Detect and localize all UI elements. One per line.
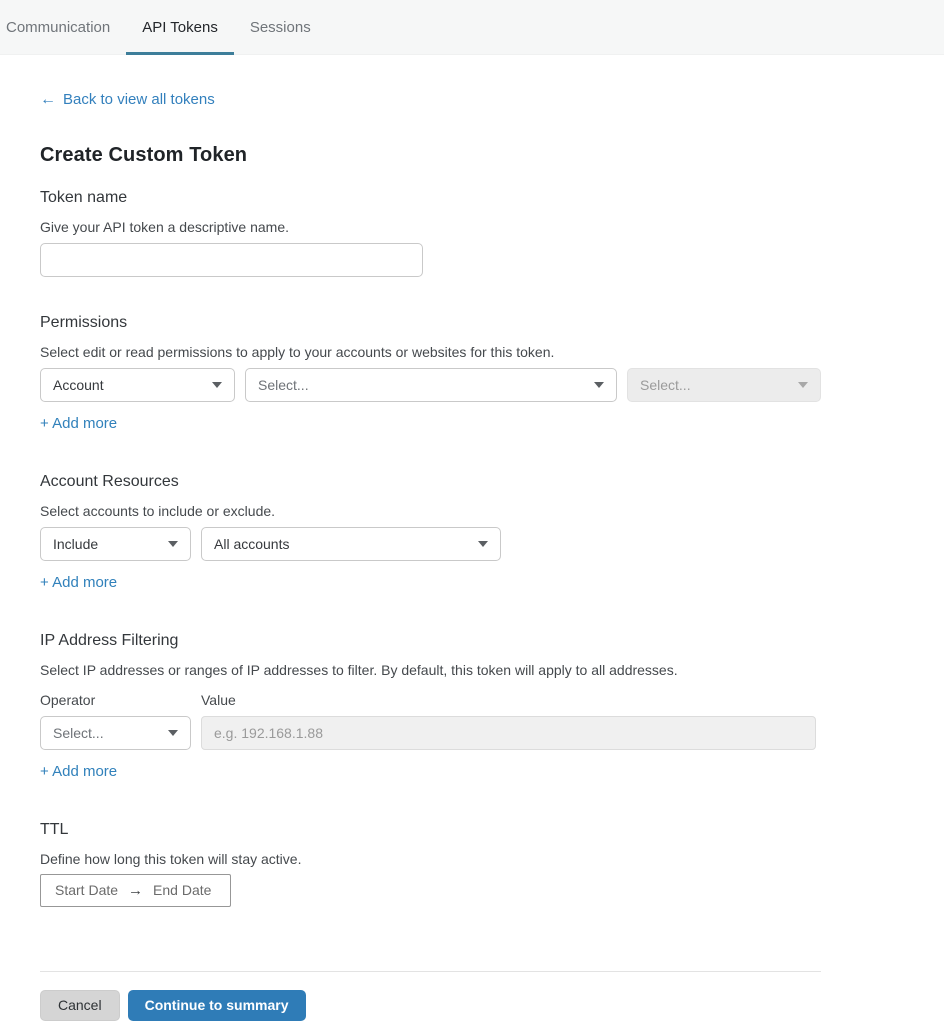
account-resources-description: Select accounts to include or exclude. <box>40 502 276 519</box>
tab-bar <box>0 0 944 55</box>
section-ttl <box>40 821 821 907</box>
account-mode-value: Include <box>53 535 99 552</box>
chevron-down-icon <box>168 730 178 736</box>
ttl-date-range-picker[interactable] <box>40 874 231 907</box>
token-name-description: Give your API token a descriptive name. <box>40 218 290 235</box>
ip-filtering-heading: IP Address Filtering <box>40 631 179 649</box>
token-name-heading: Token name <box>40 188 128 206</box>
tab-api-tokens[interactable]: API Tokens <box>126 0 234 54</box>
ip-operator-dropdown[interactable] <box>40 716 191 750</box>
operator-label: Operator <box>40 691 96 708</box>
ip-filtering-description: Select IP addresses or ranges of IP addresses to filter. By default, this token will apply to all addresses. <box>40 661 678 678</box>
chevron-down-icon <box>168 541 178 547</box>
token-name-input[interactable] <box>40 243 423 277</box>
permission-scope-dropdown[interactable] <box>40 368 235 402</box>
ip-value-input <box>201 716 816 750</box>
main-content <box>0 55 944 1021</box>
tab-communication[interactable]: Communication <box>6 18 111 36</box>
value-label: Value <box>201 691 236 708</box>
permission-group-dropdown[interactable] <box>245 368 617 402</box>
permissions-heading: Permissions <box>40 313 128 331</box>
permissions-add-more-link[interactable]: + Add more <box>40 414 118 432</box>
section-ip-filtering <box>40 632 821 781</box>
section-token-name <box>40 189 821 277</box>
ttl-heading: TTL <box>40 820 69 838</box>
tab-sessions[interactable]: Sessions <box>249 18 311 36</box>
chevron-down-icon <box>478 541 488 547</box>
back-arrow-icon: ← <box>40 90 56 108</box>
permissions-description: Select edit or read permissions to apply to your accounts or websites for this token. <box>40 343 555 360</box>
cancel-button[interactable]: Cancel <box>40 990 120 1021</box>
permission-scope-value: Account <box>53 376 104 393</box>
ttl-description: Define how long this token will stay active. <box>40 850 302 867</box>
page-title: Create Custom Token <box>40 143 248 166</box>
section-account-resources <box>40 473 821 592</box>
chevron-down-icon <box>212 382 222 388</box>
back-to-tokens-link[interactable] <box>40 91 215 108</box>
ip-filtering-add-more-link[interactable]: + Add more <box>40 762 118 780</box>
permission-level-placeholder: Select... <box>640 376 691 393</box>
footer-actions <box>40 990 821 1021</box>
chevron-down-icon <box>594 382 604 388</box>
back-link-label: Back to view all tokens <box>63 91 215 108</box>
permission-group-placeholder: Select... <box>258 376 309 393</box>
account-resources-heading: Account Resources <box>40 472 179 490</box>
section-permissions <box>40 314 821 433</box>
account-select-dropdown[interactable] <box>201 527 501 561</box>
chevron-down-icon <box>798 382 808 388</box>
ip-operator-placeholder: Select... <box>53 724 104 741</box>
right-arrow-icon: → <box>128 881 144 899</box>
permission-level-dropdown <box>627 368 821 402</box>
account-mode-dropdown[interactable] <box>40 527 191 561</box>
continue-to-summary-button[interactable]: Continue to summary <box>128 990 306 1021</box>
start-date-placeholder: Start Date <box>55 882 119 898</box>
account-resources-add-more-link[interactable]: + Add more <box>40 573 118 591</box>
end-date-placeholder: End Date <box>153 882 212 898</box>
account-select-value: All accounts <box>214 535 290 552</box>
footer-divider <box>40 971 821 972</box>
